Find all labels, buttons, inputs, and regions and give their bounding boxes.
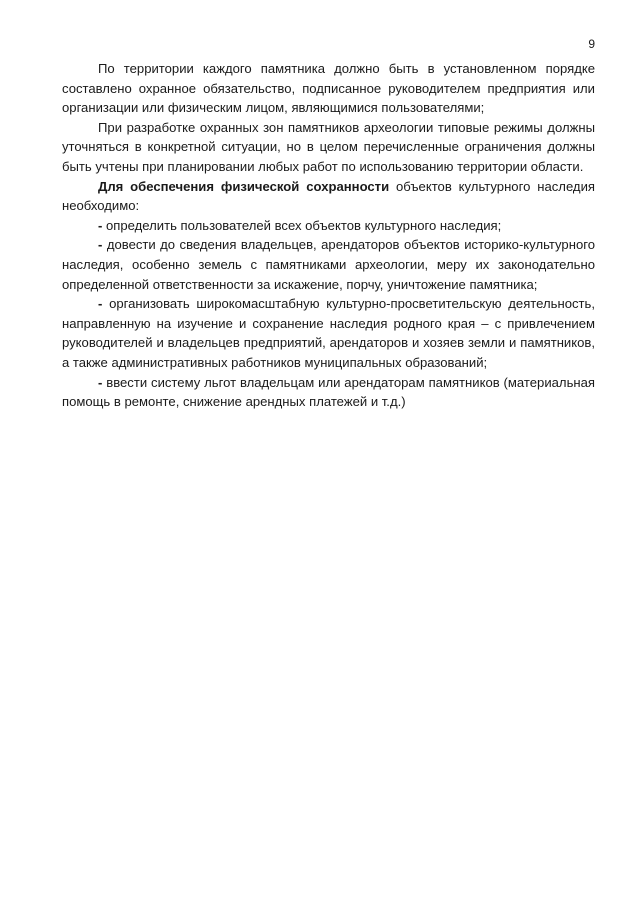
list-dash: - — [98, 296, 103, 312]
page-number: 9 — [588, 37, 595, 51]
list-dash: - — [98, 374, 103, 390]
bold-heading-text: Для обеспечения физической сохранности — [98, 178, 390, 194]
document-body — [62, 59, 595, 412]
list-item — [62, 373, 595, 412]
list-item — [62, 235, 595, 294]
paragraph-protection-zones: При разработке охранных зон памятников археологии типовые режимы должны уточняться в конкретной ситуации, но в целом перечисленные ограничения должны быть учтены при планировании любых работ по использованию территории области. — [62, 119, 595, 174]
paragraph-physical-preservation — [62, 177, 595, 216]
list-dash: - — [98, 237, 103, 253]
list-item — [62, 216, 595, 236]
list-item-text: довести до сведения владельцев, арендаторов объектов историко-культурного наследия, особенно земель с памятниками археологии, меру их законодательно определенной ответственности за искажение, порчу, уничтожение памятника; — [62, 237, 595, 292]
list-item-text: организовать широкомасштабную культурно-просветительскую деятельность, направленную на изучение и сохранение наследия родного края – с привлечением руководителей и владельцев предприятий, арендаторов и хозяев земли и памятников, а также административных работников муниципальных образований; — [62, 296, 595, 370]
paragraph-usage-obligation: По территории каждого памятника должно быть в установленном порядке составлено охранное обязательство, подписанное руководителем предприятия или организации или физическим лицом, являющимися пользователями; — [62, 61, 595, 116]
list-item — [62, 294, 595, 372]
list-item-text: определить пользователей всех объектов культурного наследия; — [102, 217, 502, 233]
paragraph-text: объектов культурного наследия необходимо: — [62, 178, 595, 214]
list-dash: - — [98, 217, 103, 233]
list-item-text: ввести систему льгот владельцам или арендаторам памятников (материальная помощь в ремонте, снижение арендных платежей и т.д.) — [62, 374, 595, 410]
